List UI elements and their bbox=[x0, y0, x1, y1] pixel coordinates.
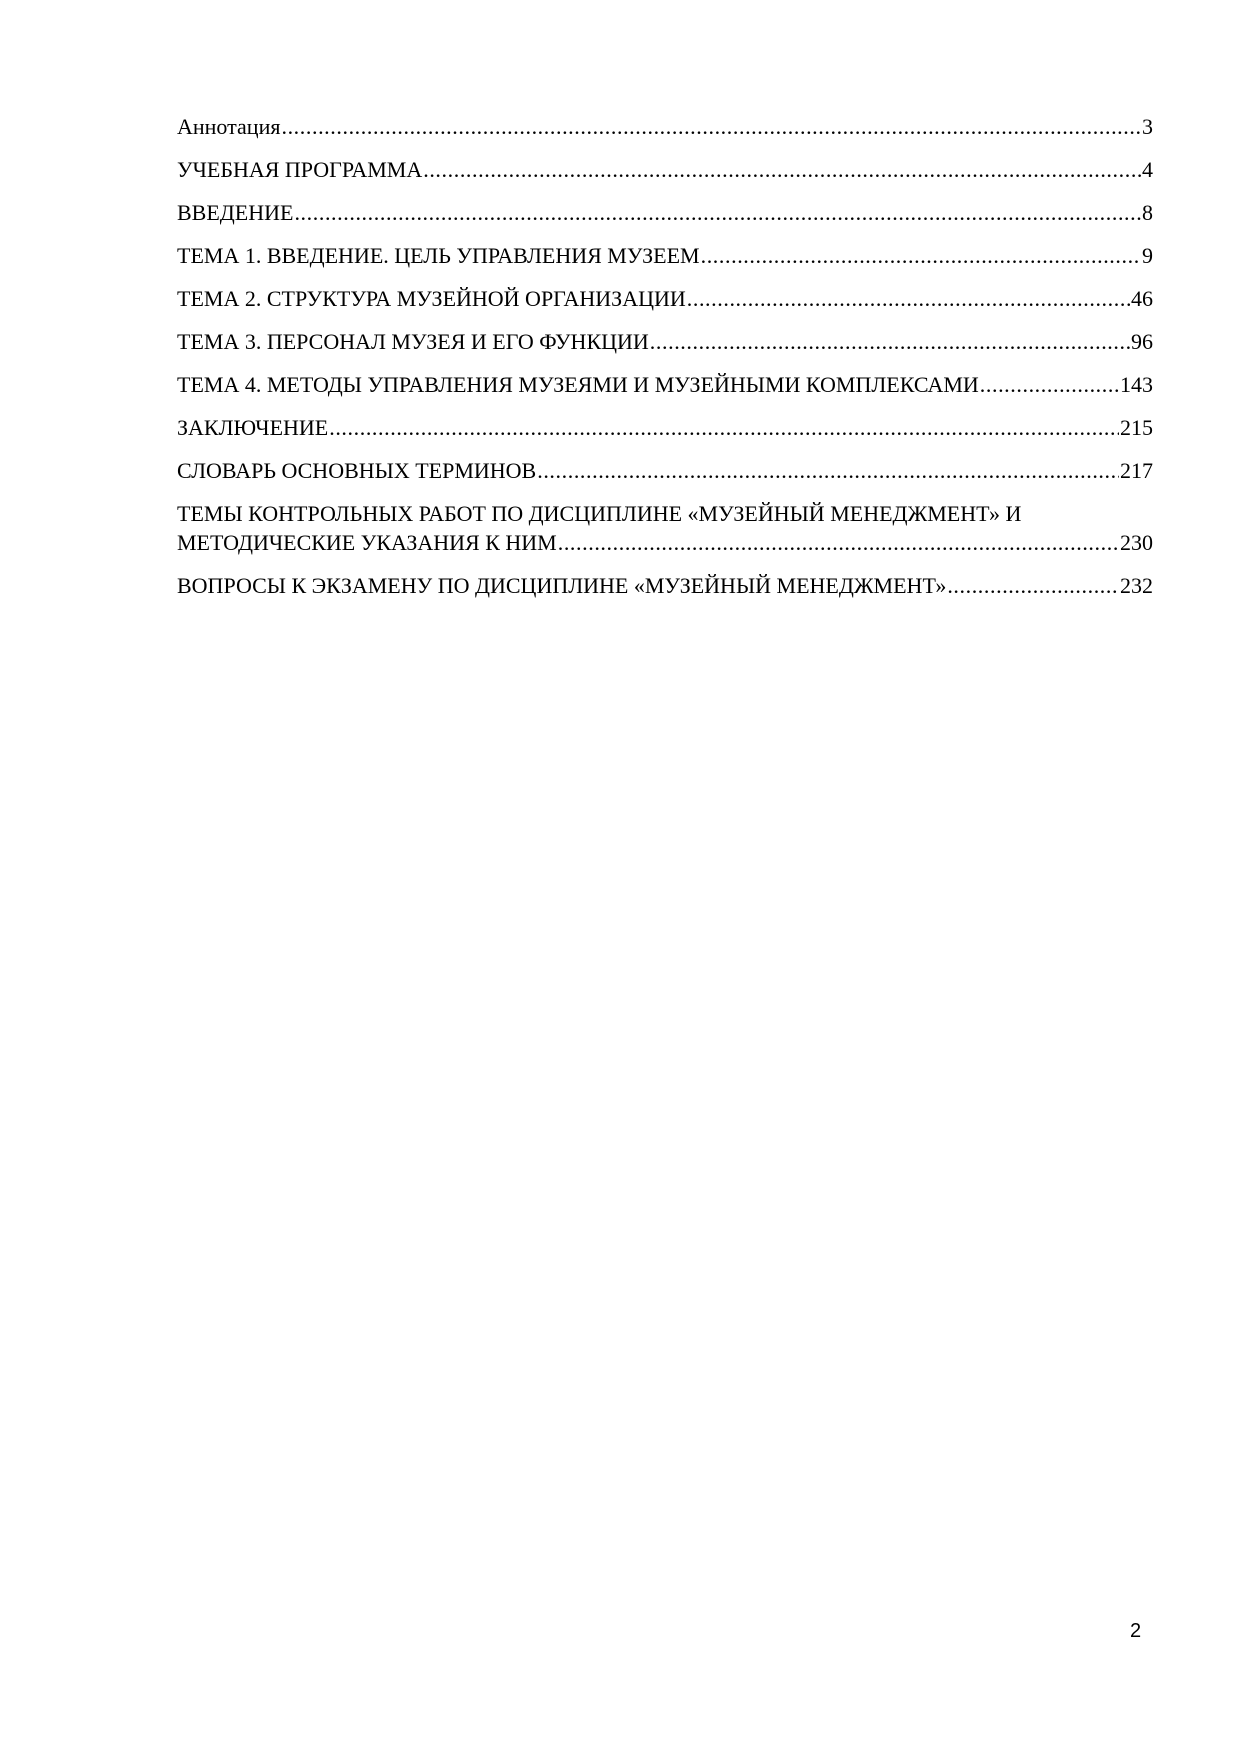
toc-entry-title: ТЕМА 4. МЕТОДЫ УПРАВЛЕНИЯ МУЗЕЯМИ И МУЗЕЙНЫМИ КОМПЛЕКСАМИ bbox=[177, 372, 979, 397]
toc-entry-title: ТЕМА 1. ВВЕДЕНИЕ. ЦЕЛЬ УПРАВЛЕНИЯ МУЗЕЕМ bbox=[177, 243, 700, 268]
toc-entry-topic-1[interactable] bbox=[177, 241, 1153, 270]
toc-dot-leader bbox=[423, 155, 1141, 184]
toc-dot-leader bbox=[294, 198, 1141, 227]
table-of-contents bbox=[177, 112, 1153, 614]
toc-entry-page: 217 bbox=[1120, 458, 1153, 483]
toc-entry-assignments[interactable] bbox=[177, 499, 1153, 557]
toc-entry-page: 96 bbox=[1131, 329, 1153, 354]
toc-entry-introduction[interactable] bbox=[177, 198, 1153, 227]
toc-dot-leader bbox=[980, 370, 1119, 399]
toc-entry-curriculum[interactable] bbox=[177, 155, 1153, 184]
toc-entry-page: 3 bbox=[1142, 114, 1153, 139]
toc-entry-page: 232 bbox=[1120, 573, 1153, 598]
toc-entry-title-line1: ТЕМЫ КОНТРОЛЬНЫХ РАБОТ ПО ДИСЦИПЛИНЕ «МУЗЕЙНЫЙ МЕНЕДЖМЕНТ» И bbox=[177, 501, 1022, 526]
toc-dot-leader bbox=[329, 413, 1119, 442]
toc-entry-page: 8 bbox=[1142, 200, 1153, 225]
toc-dot-leader bbox=[947, 571, 1119, 600]
toc-entry-title: СЛОВАРЬ ОСНОВНЫХ ТЕРМИНОВ bbox=[177, 458, 537, 483]
toc-entry-title: ВВЕДЕНИЕ bbox=[177, 200, 294, 225]
toc-entry-page: 9 bbox=[1142, 243, 1153, 268]
toc-entry-title: Аннотация bbox=[177, 114, 281, 139]
toc-entry-page: 46 bbox=[1131, 286, 1153, 311]
toc-entry-topic-3[interactable] bbox=[177, 327, 1153, 356]
toc-entry-page: 4 bbox=[1142, 157, 1153, 182]
toc-entry-page: 215 bbox=[1120, 415, 1153, 440]
toc-entry-title: УЧЕБНАЯ ПРОГРАММА bbox=[177, 157, 423, 182]
toc-entry-title: ТЕМА 3. ПЕРСОНАЛ МУЗЕЯ И ЕГО ФУНКЦИИ bbox=[177, 329, 649, 354]
toc-entry-topic-2[interactable] bbox=[177, 284, 1153, 313]
toc-entry-title: ТЕМА 2. СТРУКТУРА МУЗЕЙНОЙ ОРГАНИЗАЦИИ bbox=[177, 286, 686, 311]
toc-entry-annotation[interactable] bbox=[177, 112, 1153, 141]
toc-entry-page: 143 bbox=[1120, 372, 1153, 397]
toc-dot-leader bbox=[650, 327, 1130, 356]
toc-entry-glossary[interactable] bbox=[177, 456, 1153, 485]
toc-entry-title: ЗАКЛЮЧЕНИЕ bbox=[177, 415, 329, 440]
toc-dot-leader bbox=[687, 284, 1130, 313]
toc-dot-leader bbox=[281, 112, 1141, 141]
toc-entry-title: ВОПРОСЫ К ЭКЗАМЕНУ ПО ДИСЦИПЛИНЕ «МУЗЕЙНЫЙ МЕНЕДЖМЕНТ» bbox=[177, 573, 947, 598]
toc-entry-title-line2: МЕТОДИЧЕСКИЕ УКАЗАНИЯ К НИМ bbox=[177, 530, 557, 555]
toc-dot-leader bbox=[558, 528, 1119, 557]
toc-entry-exam-questions[interactable] bbox=[177, 571, 1153, 600]
toc-entry-topic-4[interactable] bbox=[177, 370, 1153, 399]
toc-entry-conclusion[interactable] bbox=[177, 413, 1153, 442]
toc-dot-leader bbox=[701, 241, 1141, 270]
page-number: 2 bbox=[1130, 1620, 1142, 1642]
toc-dot-leader bbox=[537, 456, 1119, 485]
toc-entry-page: 230 bbox=[1120, 530, 1153, 555]
